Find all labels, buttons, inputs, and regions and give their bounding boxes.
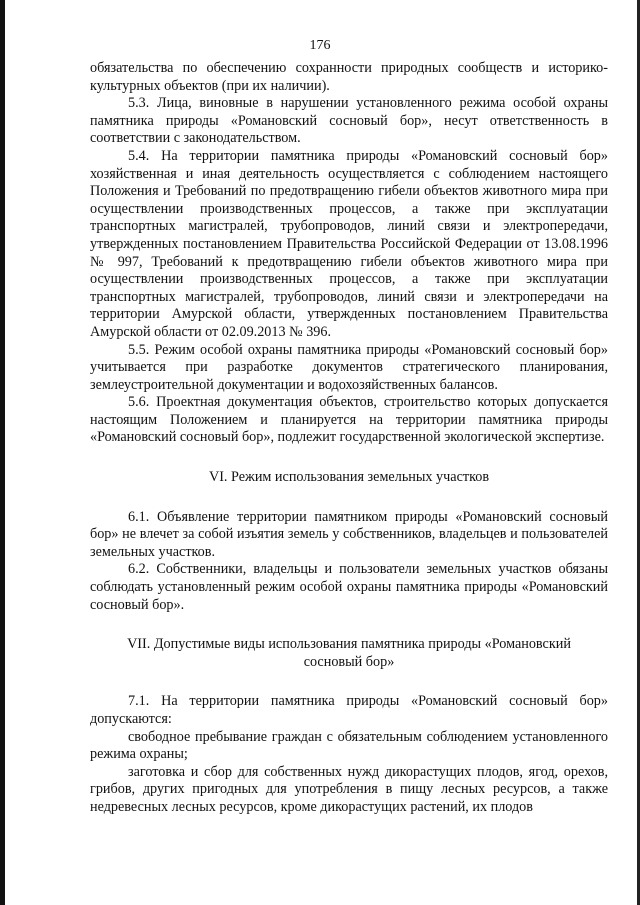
paragraph-5-3: 5.3. Лица, виновные в нарушении установленного режима особой охраны памятника природы «Романовский сосновый бор», несут ответственность в соответствии с законодательством. — [90, 95, 608, 147]
paragraph-7-1-item-2: заготовка и сбор для собственных нужд дикорастущих плодов, ягод, орехов, грибов, других пригодных для употребления в пищу лесных ресурсов, а также недревесных лесных ресурсов, кроме дикорастущих растений, их плодов — [90, 763, 608, 815]
page-number: 176 — [309, 38, 331, 53]
paragraph-6-2: 6.2. Собственники, владельцы и пользователи земельных участков обязаны соблюдать установленный режим особой охраны памятника природы «Романовский сосновый бор». — [90, 561, 608, 613]
section-7-title-line-1: VII. Допустимые виды использования памятника природы «Романовский — [127, 636, 571, 653]
paragraph-5-4: 5.4. На территории памятника природы «Романовский сосновый бор» хозяйственная и иная деятельность осуществляется с соблюдением настоящего Положения и Требований по предотвращению гибели объектов животного мира при осуществлении производственных процессов, а также при эксплуатации транспортных магистралей, трубопроводов, линий связи и электропередачи, утвержденных постановлением Правительства Российской Федерации от 13.08.1996 № 997, Требований к предотвращению гибели объектов животного мира при осуществлении производственных процессов, а также при эксплуатации транспортных магистралей, трубопроводов, линий связи и электропередачи на территории Амурской области, утвержденных постановлением Правительства Амурской области от 02.09.2013 № 396. — [90, 147, 608, 340]
scan-border-left — [0, 0, 5, 905]
paragraph-7-1-item-1: свободное пребывание граждан с обязательным соблюдением установленного режима охраны; — [90, 728, 608, 763]
paragraph-5-5: 5.5. Режим особой охраны памятника природы «Романовский сосновый бор» учитывается при разработке документов стратегического планирования, землеустроительной документации и водохозяйственных балансов. — [90, 341, 608, 393]
document-body — [90, 60, 608, 817]
paragraph-continuation: обязательства по обеспечению сохранности природных сообществ и историко-культурных объектов (при их наличии). — [90, 60, 608, 94]
section-7-title-line-2: сосновый бор» — [303, 653, 395, 670]
paragraph-5-6: 5.6. Проектная документация объектов, строительство которых допускается настоящим Положением и планируется на территории памятника природы «Романовский сосновый бор», подлежит государственной экологической экспертизе. — [90, 394, 608, 446]
paragraph-7-1: 7.1. На территории памятника природы «Романовский сосновый бор» допускаются: — [90, 693, 608, 727]
paragraph-6-1: 6.1. Объявление территории памятником природы «Романовский сосновый бор» не влечет за собой изъятия земель у собственников, владельцев и пользователей земельных участков. — [90, 508, 608, 560]
section-6-title: VI. Режим использования земельных участков — [208, 469, 490, 486]
